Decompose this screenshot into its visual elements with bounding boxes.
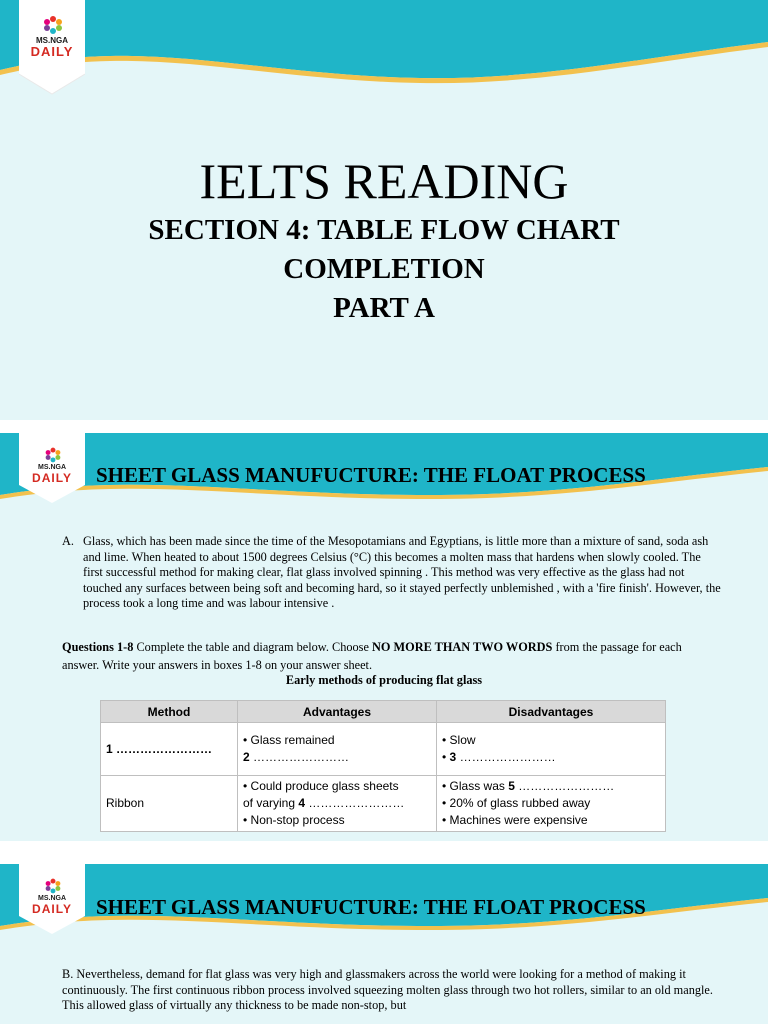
header-method: Method bbox=[101, 701, 238, 723]
table-row bbox=[101, 776, 666, 832]
flower-icon bbox=[44, 877, 62, 895]
adv-blank bbox=[243, 795, 431, 812]
adv-line: • Could produce glass sheets bbox=[243, 779, 399, 793]
adv-line: • Glass remained bbox=[243, 733, 335, 747]
paragraph-text: Glass, which has been made since the time of the Mesopotamians and Egyptians, is little more than a mixture of sand, soda ash and lime. When heated to about 1500 degrees Celsius (°C) this becomes a molten mass that hardens when slowly cooled. The first successful method for making clear, flat glass involved spinning . This method was very effective as the glass had not touched any surfaces between being soft and becoming hard, so it stayed perfectly unblemished , with a 'fire finish'. However, the process took a long time and was labour intensive . bbox=[83, 534, 721, 611]
title-slide bbox=[0, 0, 768, 420]
logo-text-top: MS.NGA bbox=[36, 36, 68, 45]
dis-line: • Slow bbox=[442, 733, 476, 747]
cell-disadvantages-2 bbox=[437, 776, 666, 832]
logo-text-main: DAILY bbox=[32, 471, 72, 485]
slide-heading: SHEET GLASS MANUFUCTURE: THE FLOAT PROCESS bbox=[96, 463, 646, 487]
cell-advantages-1 bbox=[238, 723, 437, 776]
dis-prefix: • Glass was bbox=[442, 779, 509, 793]
paragraph-b bbox=[62, 967, 722, 1014]
blank-number-1: 1 bbox=[106, 741, 113, 756]
paragraph-label: B. bbox=[62, 967, 74, 981]
blank-number-4: 4 bbox=[298, 796, 306, 810]
cell-advantages-2 bbox=[238, 776, 437, 832]
logo bbox=[19, 864, 85, 936]
blank-number-2: 2 bbox=[243, 750, 250, 764]
subtitle-line-3: PART A bbox=[333, 292, 435, 324]
questions-label: Questions 1-8 bbox=[62, 640, 134, 654]
methods-table bbox=[100, 700, 666, 832]
page-title: IELTS READING bbox=[199, 153, 569, 209]
blank-dots-5: …………………… bbox=[514, 779, 615, 793]
reading-slide-b bbox=[0, 864, 768, 1024]
dis-blank bbox=[442, 749, 660, 766]
blank-dots-1: …………………… bbox=[112, 741, 213, 756]
flower-icon bbox=[42, 14, 64, 36]
blank-dots-2: …………………… bbox=[249, 750, 350, 764]
logo bbox=[19, 0, 85, 96]
paragraph-label: A. bbox=[62, 534, 74, 548]
paragraph-a bbox=[62, 534, 722, 612]
questions-instructions bbox=[62, 638, 722, 674]
cell-method-2: Ribbon bbox=[101, 776, 238, 832]
header-banner bbox=[0, 0, 768, 90]
header-advantages: Advantages bbox=[238, 701, 437, 723]
logo bbox=[19, 433, 85, 505]
logo-text-main: DAILY bbox=[30, 44, 74, 59]
cell-method-1 bbox=[101, 723, 238, 776]
dis-blank bbox=[442, 778, 660, 795]
table-caption: Early methods of producing flat glass bbox=[285, 673, 483, 687]
blank-number-3: 3 bbox=[449, 750, 457, 764]
paragraph-text: Nevertheless, demand for flat glass was very high and glassmakers across the world were looking for a method of making it continuously. The first continuous ribbon process involved squeezing molten glass through two hot rollers, similar to an old mangle. This allowed glass of virtually any thickness to be made non-stop, but bbox=[62, 967, 713, 1013]
reading-slide-a bbox=[0, 433, 768, 841]
questions-bold: NO MORE THAN TWO WORDS bbox=[372, 640, 553, 654]
bullet: • bbox=[442, 750, 450, 764]
dis-line: • 20% of glass rubbed away bbox=[442, 796, 591, 810]
dis-line: • Machines were expensive bbox=[442, 813, 588, 827]
blank-dots-4: …………………… bbox=[305, 796, 405, 810]
flower-icon bbox=[44, 446, 62, 464]
adv-line: • Non-stop process bbox=[243, 813, 345, 827]
logo-text-top: MS.NGA bbox=[38, 464, 66, 471]
logo-text-main: DAILY bbox=[32, 902, 72, 916]
questions-text-1: Complete the table and diagram below. Choose bbox=[133, 640, 372, 654]
logo-text-top: MS.NGA bbox=[38, 895, 66, 902]
cell-disadvantages-1 bbox=[437, 723, 666, 776]
blank-dots-3: …………………… bbox=[456, 750, 556, 764]
subtitle-line-2: COMPLETION bbox=[283, 253, 485, 285]
slide-heading: SHEET GLASS MANUFUCTURE: THE FLOAT PROCESS bbox=[96, 895, 646, 919]
adv-blank bbox=[243, 749, 431, 766]
blank-number-5: 5 bbox=[508, 779, 515, 793]
header-disadvantages: Disadvantages bbox=[437, 701, 666, 723]
table-row bbox=[101, 723, 666, 776]
table-header-row bbox=[101, 701, 666, 723]
subtitle-line-1: SECTION 4: TABLE FLOW CHART bbox=[148, 214, 620, 246]
questions-text-2: from the passage for each answer. Write your answers in boxes 1-8 on your answer sheet. bbox=[62, 640, 682, 672]
adv-prefix: of varying bbox=[243, 796, 299, 810]
